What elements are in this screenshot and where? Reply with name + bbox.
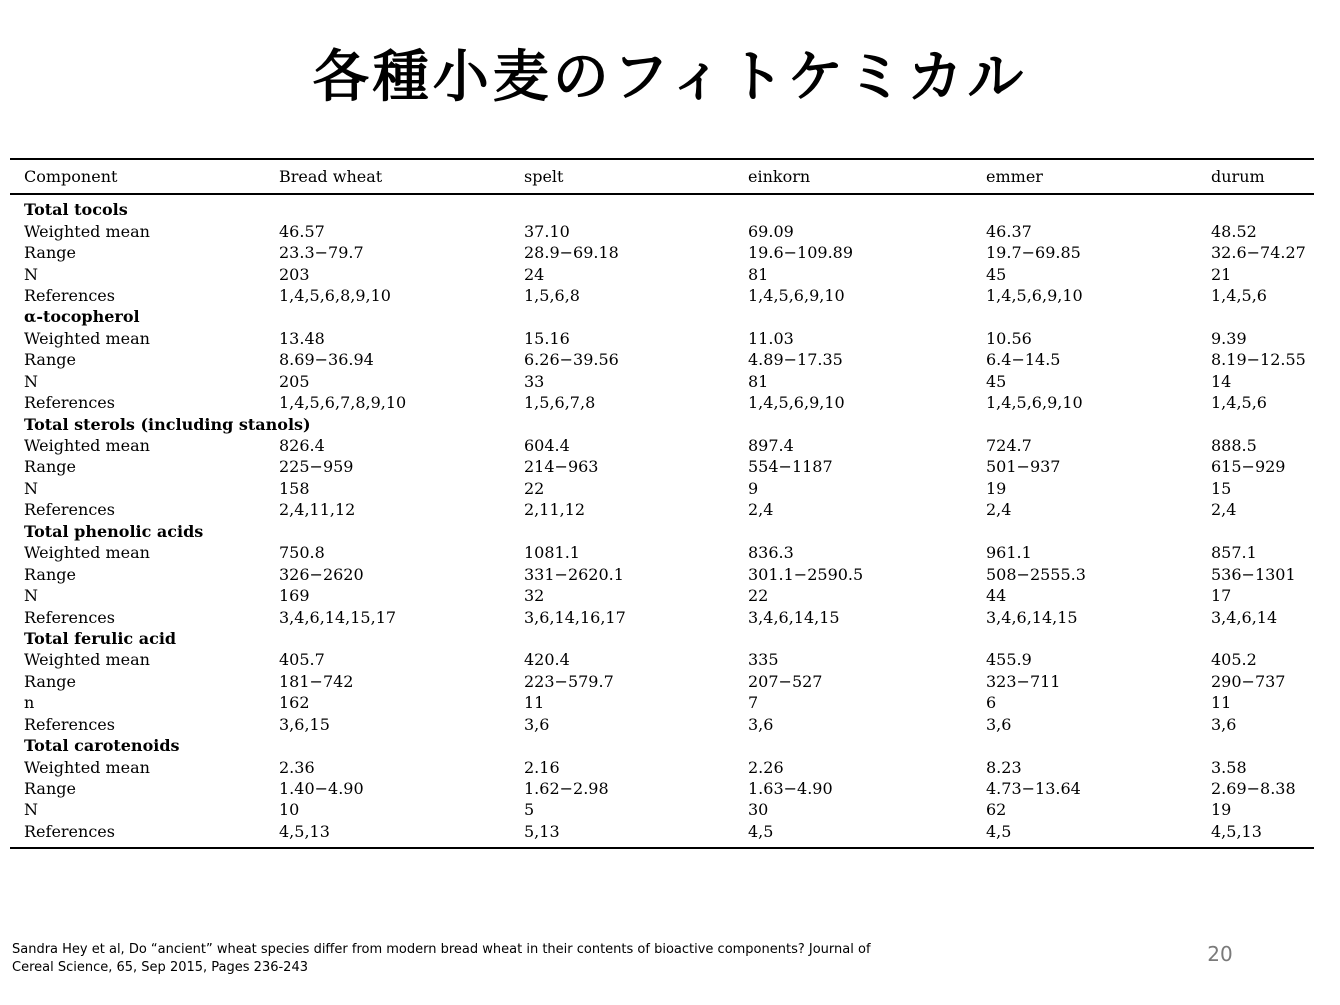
table-cell: 8.19−12.55	[1211, 350, 1306, 370]
column-header-component: Component	[24, 167, 118, 186]
table-cell: 32	[524, 586, 545, 606]
table-row	[10, 649, 1314, 670]
table-cell: 1,4,5,6,9,10	[986, 285, 1083, 305]
table-cell: 331−2620.1	[524, 564, 624, 584]
table-cell: 455.9	[986, 650, 1032, 670]
table-cell: 205	[279, 371, 310, 391]
table-cell: 32.6−74.27	[1211, 243, 1306, 263]
phytochemical-table	[10, 158, 1314, 849]
table-cell: 888.5	[1211, 436, 1257, 456]
table-cell: 23.3−79.7	[279, 243, 364, 263]
table-cell: 2,4	[1211, 500, 1237, 520]
table-cell: 501−937	[986, 457, 1061, 477]
table-cell: 6.26−39.56	[524, 350, 619, 370]
table-cell: 857.1	[1211, 543, 1257, 563]
table-row	[10, 349, 1314, 370]
table-cell: 1,4,5,6	[1211, 393, 1267, 413]
row-label: N	[24, 478, 38, 498]
table-cell: 1,5,6,8	[524, 285, 580, 305]
table-cell: 15.16	[524, 328, 570, 348]
table-cell: 1.62−2.98	[524, 779, 609, 799]
table-cell: 3,6,15	[279, 714, 330, 734]
table-cell: 3,4,6,14,15,17	[279, 607, 397, 627]
table-cell: 554−1187	[748, 457, 833, 477]
table-cell: 897.4	[748, 436, 794, 456]
table-cell: 162	[279, 693, 310, 713]
table-cell: 2,4,11,12	[279, 500, 356, 520]
table-cell: 3,4,6,14,15	[986, 607, 1078, 627]
row-label: References	[24, 500, 115, 520]
row-label: Range	[24, 671, 76, 691]
row-label: References	[24, 714, 115, 734]
table-cell: 19.6−109.89	[748, 243, 854, 263]
column-header-bread-wheat: Bread wheat	[279, 167, 383, 186]
table-cell: 181−742	[279, 671, 354, 691]
table-row	[10, 392, 1314, 413]
row-label: Range	[24, 243, 76, 263]
table-cell: 46.37	[986, 221, 1032, 241]
table-row	[10, 285, 1314, 306]
table-cell: 961.1	[986, 543, 1032, 563]
table-cell: 81	[748, 264, 769, 284]
table-cell: 2.36	[279, 757, 315, 777]
group-name: Total phenolic acids	[24, 521, 204, 541]
row-label: References	[24, 285, 115, 305]
table-cell: 301.1−2590.5	[748, 564, 864, 584]
table-cell: 1.40−4.90	[279, 779, 364, 799]
group-name: Total carotenoids	[24, 736, 180, 756]
table-row	[10, 435, 1314, 456]
table-row	[10, 585, 1314, 606]
table-cell: 158	[279, 478, 310, 498]
table-cell: 405.7	[279, 650, 325, 670]
table-cell: 81	[748, 371, 769, 391]
table-cell: 1,5,6,7,8	[524, 393, 596, 413]
table-row	[10, 714, 1314, 735]
row-label: N	[24, 800, 38, 820]
table-cell: 836.3	[748, 543, 794, 563]
table-cell: 15	[1211, 478, 1232, 498]
group-header-row	[10, 194, 1314, 220]
column-header-durum: durum	[1211, 167, 1265, 186]
table-cell: 19	[986, 478, 1007, 498]
group-name: Total sterols (including stanols)	[24, 414, 311, 434]
table-cell: 4.89−17.35	[748, 350, 843, 370]
row-label: Weighted mean	[24, 436, 150, 456]
row-label: Range	[24, 779, 76, 799]
table-cell: 2,11,12	[524, 500, 586, 520]
table-row	[10, 220, 1314, 241]
table-cell: 2,4	[986, 500, 1012, 520]
table-cell: 225−959	[279, 457, 354, 477]
table-cell: 8.69−36.94	[279, 350, 374, 370]
table-cell: 1,4,5,6,9,10	[748, 393, 845, 413]
table-cell: 2,4	[748, 500, 774, 520]
row-label: Weighted mean	[24, 650, 150, 670]
citation: Sandra Hey et al, Do “ancient” wheat species differ from modern bread wheat in their contents of bioactive components? Journal of Cereal Science, 65, Sep 2015, Pages 236-243	[12, 942, 871, 975]
table-body	[10, 194, 1314, 848]
table-cell: 207−527	[748, 671, 823, 691]
table-cell: 223−579.7	[524, 671, 614, 691]
table-cell: 1,4,5,6	[1211, 285, 1267, 305]
group-header-row	[10, 521, 1314, 542]
table-row	[10, 799, 1314, 820]
group-name: Total ferulic acid	[24, 628, 177, 648]
table-cell: 21	[1211, 264, 1232, 284]
table-cell: 169	[279, 586, 310, 606]
table-row	[10, 456, 1314, 477]
table-cell: 3,6,14,16,17	[524, 607, 626, 627]
table-cell: 7	[748, 693, 759, 713]
table-cell: 28.9−69.18	[524, 243, 619, 263]
table-cell: 9.39	[1211, 328, 1247, 348]
table-cell: 750.8	[279, 543, 325, 563]
table-cell: 33	[524, 371, 545, 391]
slide-title: 各種小麦のフィトケミカル	[312, 45, 1028, 110]
table-row	[10, 242, 1314, 263]
table-cell: 11.03	[748, 328, 794, 348]
table-cell: 4,5	[748, 821, 774, 841]
table-cell: 1,4,5,6,9,10	[986, 393, 1083, 413]
group-header-row	[10, 306, 1314, 327]
table-row	[10, 692, 1314, 713]
table-cell: 19.7−69.85	[986, 243, 1081, 263]
table-cell: 62	[986, 800, 1007, 820]
table-cell: 13.48	[279, 328, 325, 348]
group-name: α-tocopherol	[24, 307, 140, 327]
table-row	[10, 478, 1314, 499]
table-cell: 22	[748, 586, 769, 606]
group-header-row	[10, 735, 1314, 756]
table-cell: 203	[279, 264, 310, 284]
table-cell: 508−2555.3	[986, 564, 1086, 584]
table-cell: 5	[524, 800, 535, 820]
table-cell: 3.58	[1211, 757, 1247, 777]
group-name: Total tocols	[24, 200, 128, 220]
table-cell: 214−963	[524, 457, 599, 477]
table-cell: 11	[1211, 693, 1232, 713]
column-header-einkorn: einkorn	[748, 167, 811, 186]
table-row	[10, 328, 1314, 349]
table-cell: 290−737	[1211, 671, 1286, 691]
table-cell: 4,5	[986, 821, 1012, 841]
table-cell: 48.52	[1211, 221, 1257, 241]
table-cell: 2.69−8.38	[1211, 779, 1296, 799]
table-cell: 420.4	[524, 650, 570, 670]
table-row	[10, 263, 1314, 284]
table-cell: 17	[1211, 586, 1232, 606]
table-row	[10, 542, 1314, 563]
row-label: N	[24, 586, 38, 606]
table-cell: 19	[1211, 800, 1232, 820]
table-cell: 3,6	[748, 714, 774, 734]
table-cell: 615−929	[1211, 457, 1286, 477]
table-cell: 3,6	[986, 714, 1012, 734]
table-cell: 724.7	[986, 436, 1032, 456]
table-cell: 323−711	[986, 671, 1061, 691]
table-cell: 826.4	[279, 436, 325, 456]
table-cell: 3,6	[524, 714, 550, 734]
row-label: Weighted mean	[24, 221, 150, 241]
row-label: Range	[24, 350, 76, 370]
table-cell: 22	[524, 478, 545, 498]
table-cell: 3,4,6,14,15	[748, 607, 840, 627]
column-header-spelt: spelt	[524, 167, 564, 186]
table-cell: 44	[986, 586, 1007, 606]
table-row	[10, 671, 1314, 692]
table-cell: 3,6	[1211, 714, 1237, 734]
table-cell: 335	[748, 650, 779, 670]
row-label: n	[24, 693, 35, 713]
table-cell: 1,4,5,6,9,10	[748, 285, 845, 305]
page-number: 20	[1207, 942, 1233, 966]
table-cell: 4,5,13	[279, 821, 330, 841]
table-row	[10, 606, 1314, 627]
row-label: Range	[24, 457, 76, 477]
row-label: N	[24, 264, 38, 284]
table-row	[10, 371, 1314, 392]
table-cell: 5,13	[524, 821, 560, 841]
table-cell: 1.63−4.90	[748, 779, 833, 799]
table-cell: 4.73−13.64	[986, 779, 1081, 799]
table-row	[10, 756, 1314, 777]
table-cell: 69.09	[748, 221, 794, 241]
table-cell: 1,4,5,6,8,9,10	[279, 285, 391, 305]
row-label: References	[24, 607, 115, 627]
row-label: Range	[24, 564, 76, 584]
table-cell: 37.10	[524, 221, 570, 241]
table-cell: 8.23	[986, 757, 1022, 777]
table-cell: 45	[986, 264, 1007, 284]
table-cell: 326−2620	[279, 564, 364, 584]
table-cell: 2.26	[748, 757, 784, 777]
group-header-row	[10, 628, 1314, 649]
table-cell: 45	[986, 371, 1007, 391]
table-cell: 24	[524, 264, 545, 284]
table-cell: 30	[748, 800, 769, 820]
column-header-emmer: emmer	[986, 167, 1043, 186]
table-cell: 604.4	[524, 436, 570, 456]
table-cell: 9	[748, 478, 759, 498]
table-cell: 405.2	[1211, 650, 1257, 670]
group-header-row	[10, 413, 1314, 434]
table-cell: 2.16	[524, 757, 560, 777]
table-header-row	[10, 159, 1314, 194]
table-cell: 3,4,6,14	[1211, 607, 1278, 627]
table-cell: 536−1301	[1211, 564, 1296, 584]
row-label: References	[24, 393, 115, 413]
table-cell: 10	[279, 800, 300, 820]
table-cell: 6	[986, 693, 997, 713]
table-row	[10, 499, 1314, 520]
table-cell: 10.56	[986, 328, 1032, 348]
table-row	[10, 563, 1314, 584]
row-label: Weighted mean	[24, 757, 150, 777]
row-label: Weighted mean	[24, 543, 150, 563]
table-cell: 1081.1	[524, 543, 580, 563]
table-cell: 11	[524, 693, 545, 713]
table-cell: 1,4,5,6,7,8,9,10	[279, 393, 407, 413]
row-label: Weighted mean	[24, 328, 150, 348]
table-cell: 4,5,13	[1211, 821, 1262, 841]
row-label: References	[24, 821, 115, 841]
table-cell: 14	[1211, 371, 1232, 391]
table-cell: 46.57	[279, 221, 325, 241]
table-row	[10, 778, 1314, 799]
table-row	[10, 821, 1314, 848]
table-cell: 6.4−14.5	[986, 350, 1061, 370]
row-label: N	[24, 371, 38, 391]
